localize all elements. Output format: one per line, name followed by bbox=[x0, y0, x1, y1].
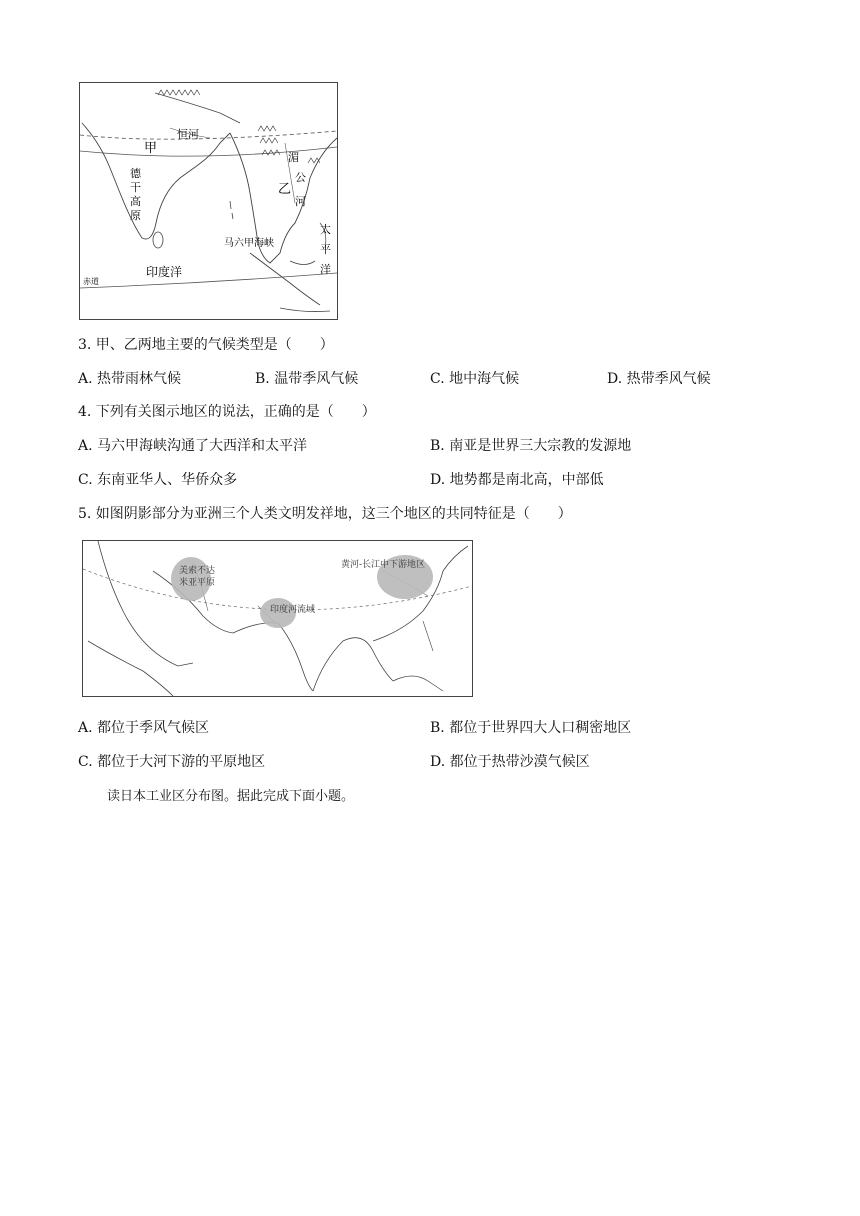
label-deccan-4: 原 bbox=[130, 209, 141, 222]
question-5-stem: 5. 如图阴影部分为亚洲三个人类文明发祥地，这三个地区的共同特征是（ ） bbox=[78, 506, 572, 522]
question-3-stem: 3. 甲、乙两地主要的气候类型是（ ） bbox=[78, 337, 334, 353]
label-pacific-1: 太 bbox=[320, 223, 331, 236]
question-4-option-c[interactable]: C. 东南亚华人、华侨众多 bbox=[78, 472, 238, 488]
question-3-option-b[interactable]: B. 温带季风气候 bbox=[255, 371, 359, 387]
question-5-option-a[interactable]: A. 都位于季风气候区 bbox=[78, 720, 210, 736]
reading-note: 读日本工业区分布图。据此完成下面小题。 bbox=[107, 789, 355, 804]
label-pacific-2: 平 bbox=[320, 243, 331, 256]
label-indian-ocean: 印度洋 bbox=[146, 265, 183, 279]
label-equator: 赤道 bbox=[83, 277, 99, 286]
question-3-option-a[interactable]: A. 热带雨林气候 bbox=[78, 371, 182, 387]
label-deccan-3: 高 bbox=[130, 195, 141, 208]
label-pacific-3: 洋 bbox=[320, 263, 331, 276]
question-5-option-b[interactable]: B. 都位于世界四大人口稠密地区 bbox=[430, 720, 632, 736]
question-5-option-d[interactable]: D. 都位于热带沙漠气候区 bbox=[430, 754, 590, 770]
question-4-option-a[interactable]: A. 马六甲海峡沟通了大西洋和太平洋 bbox=[78, 438, 308, 454]
map2-drawing bbox=[83, 541, 472, 696]
label-mesopotamia-2: 米亚平原 bbox=[179, 578, 216, 588]
label-malacca: 马六甲海峡 bbox=[224, 238, 274, 249]
label-deccan-1: 德 bbox=[130, 167, 141, 180]
asia-civilizations-map bbox=[82, 540, 473, 697]
question-4-option-d[interactable]: D. 地势都是南北高，中部低 bbox=[430, 472, 604, 488]
label-ganges: 恒河 bbox=[177, 128, 199, 141]
south-southeast-asia-map bbox=[79, 82, 338, 320]
question-3-option-d[interactable]: D. 热带季风气候 bbox=[607, 371, 711, 387]
label-mekong-2: 公 bbox=[295, 171, 306, 184]
label-mekong-1: 湄 bbox=[288, 151, 299, 164]
label-deccan-2: 干 bbox=[130, 181, 141, 194]
label-indus: 印度河流域 bbox=[270, 605, 316, 615]
question-4-option-b[interactable]: B. 南亚是世界三大宗教的发源地 bbox=[430, 438, 632, 454]
label-yi: 乙 bbox=[278, 182, 292, 197]
question-4-stem: 4. 下列有关图示地区的说法，正确的是（ ） bbox=[78, 404, 376, 420]
label-jia: 甲 bbox=[144, 141, 158, 156]
map1-drawing bbox=[80, 83, 337, 319]
label-yellow-yangtze: 黄河-长江中下游地区 bbox=[341, 560, 426, 570]
question-5-option-c[interactable]: C. 都位于大河下游的平原地区 bbox=[78, 754, 266, 770]
label-mekong-3: 河 bbox=[295, 195, 306, 208]
question-3-option-c[interactable]: C. 地中海气候 bbox=[430, 371, 520, 387]
label-mesopotamia-1: 美索不达 bbox=[179, 566, 216, 576]
